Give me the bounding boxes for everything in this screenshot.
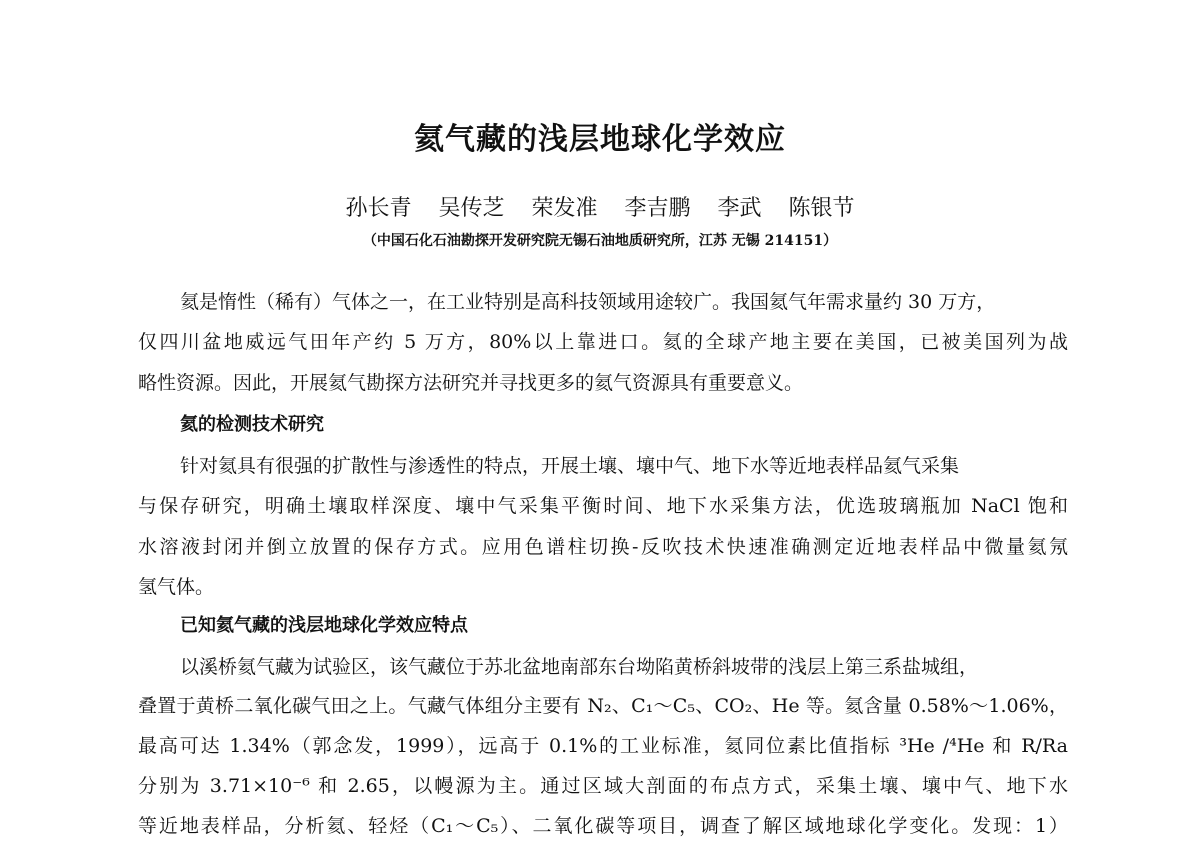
body-line: 分别为 3.71×10⁻⁶ 和 2.65，以幔源为主。通过区域大剖面的布点方式，采集土壤、壤中气、地下水 [138, 775, 1068, 797]
body-line: 等近地表样品，分析氦、轻烃（C₁～C₅）、二氧化碳等项目，调查了解区域地球化学变化。发现：1） [138, 815, 1068, 837]
author: 孙长青 [345, 196, 412, 221]
author: 李武 [717, 196, 762, 221]
body-line: 略性资源。因此，开展氦气勘探方法研究并寻找更多的氦气资源具有重要意义。 [138, 372, 804, 394]
body-line: 以溪桥氦气藏为试验区，该气藏位于苏北盆地南部东台坳陷黄桥斜坡带的浅层上第三系盐城组， [180, 656, 979, 678]
body-line: 最高可达 1.34%（郭念发，1999），远高于 0.1%的工业标准，氦同位素比值指标 ³He /⁴He 和 R/Ra [138, 735, 1068, 757]
body-line: 叠置于黄桥二氧化碳气田之上。气藏气体组分主要有 N₂、C₁～C₅、CO₂、He 等。氦含量 0.58%～1.06%， [138, 695, 1068, 717]
author: 李吉鹏 [624, 196, 691, 221]
author: 吴传芝 [438, 196, 505, 221]
author-list [0, 191, 1200, 222]
body-line: 水溶液封闭并倒立放置的保存方式。应用色谱柱切换-反吹技术快速准确测定近地表样品中微量氦氖 [138, 536, 1068, 558]
section-heading: 已知氦气藏的浅层地球化学效应特点 [180, 615, 468, 636]
affiliation: （中国石化石油勘探开发研究院无锡石油地质研究所，江苏 无锡 214151） [362, 233, 838, 249]
paper-title: 氦气藏的浅层地球化学效应 [414, 122, 786, 157]
body-line: 氦是惰性（稀有）气体之一，在工业特别是高科技领域用途较广。我国氦气年需求量约 30 万方， [180, 291, 996, 313]
section-heading: 氦的检测技术研究 [180, 414, 324, 435]
author: 荣发准 [531, 196, 598, 221]
body-line: 与保存研究，明确土壤取样深度、壤中气采集平衡时间、地下水采集方法，优选玻璃瓶加 NaCl 饱和 [138, 495, 1068, 517]
body-line: 仅四川盆地威远气田年产约 5 万方，80%以上靠进口。氦的全球产地主要在美国，已被美国列为战 [138, 331, 1068, 353]
body-line: 针对氦具有很强的扩散性与渗透性的特点，开展土壤、壤中气、地下水等近地表样品氦气采集 [180, 455, 960, 477]
author: 陈银节 [788, 196, 855, 221]
body-line: 氢气体。 [138, 576, 215, 598]
